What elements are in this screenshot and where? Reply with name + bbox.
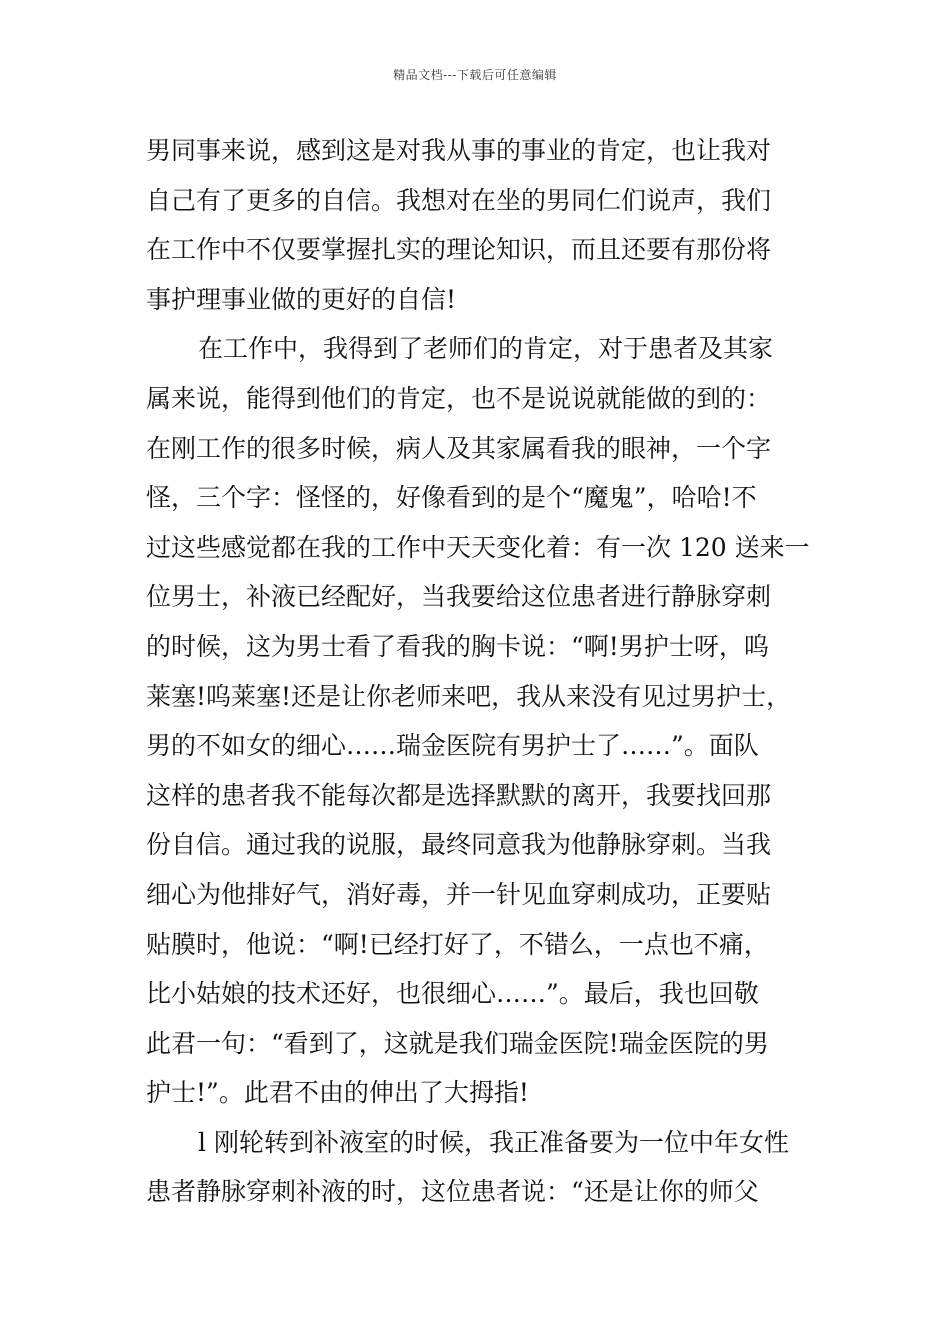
page-header: 精品文档---下载后可任意编辑 [393,68,557,82]
text-line: 份自信。通过我的说服，最终同意我为他静脉穿刺。当我 [146,830,772,860]
text-line: 的时候，这为男士看了看我的胸卡说：“啊!男护士呀，呜 [146,631,769,661]
text-line: 位男士，补液已经配好，当我要给这位患者进行静脉穿刺 [146,582,772,612]
text-line: 在工作中不仅要掌握扎实的理论知识，而且还要有那份将 [146,235,772,265]
text-line: 属来说，能得到他们的肯定，也不是说说就能做的到的： [146,383,772,413]
text-line: 贴膜时，他说：“啊!已经打好了，不错么，一点也不痛， [146,929,769,959]
text-line: 过这些感觉都在我的工作中天天变化着：有一次 120 送来一 [146,532,810,562]
text-line: 男同事来说，感到这是对我从事的事业的肯定，也让我对 [146,136,772,165]
text-line: 细心为他排好气，消好毒，并一针见血穿刺成功，正要贴 [146,879,772,909]
text-line: 比小姑娘的技术还好，也很细心……”。最后，我也回敬 [146,979,759,1009]
document-body [146,126,826,1217]
text-line: 此君一句：“看到了，这就是我们瑞金医院!瑞金医院的男 [146,1028,769,1058]
text-line: 男的不如女的细心……瑞金医院有男护士了……”。面队 [146,731,759,761]
text-line: 在刚工作的很多时候，病人及其家属看我的眼神，一个字 [146,433,772,463]
paragraph-start-line: l 刚轮转到补液室的时候，我正准备要为一位中年女性 [198,1127,789,1157]
paragraph-start-line: 在工作中，我得到了老师们的肯定，对于患者及其家 [198,334,774,364]
text-line: 患者静脉穿刺补液的时，这位患者说：“还是让你的师父 [146,1177,759,1207]
text-line: 事护理事业做的更好的自信! [146,284,457,314]
text-line: 护士!”。此君不由的伸出了大拇指! [146,1078,529,1108]
text-line: 莱塞!呜莱塞!还是让你老师来吧，我从来没有见过男护士， [146,681,792,711]
text-line: 怪，三个字：怪怪的，好像看到的是个“魔鬼”，哈哈!不 [146,483,757,513]
text-line: 自己有了更多的自信。我想对在坐的男同仁们说声，我们 [146,185,772,215]
text-line: 这样的患者我不能每次都是选择默默的离开，我要找回那 [146,780,772,810]
